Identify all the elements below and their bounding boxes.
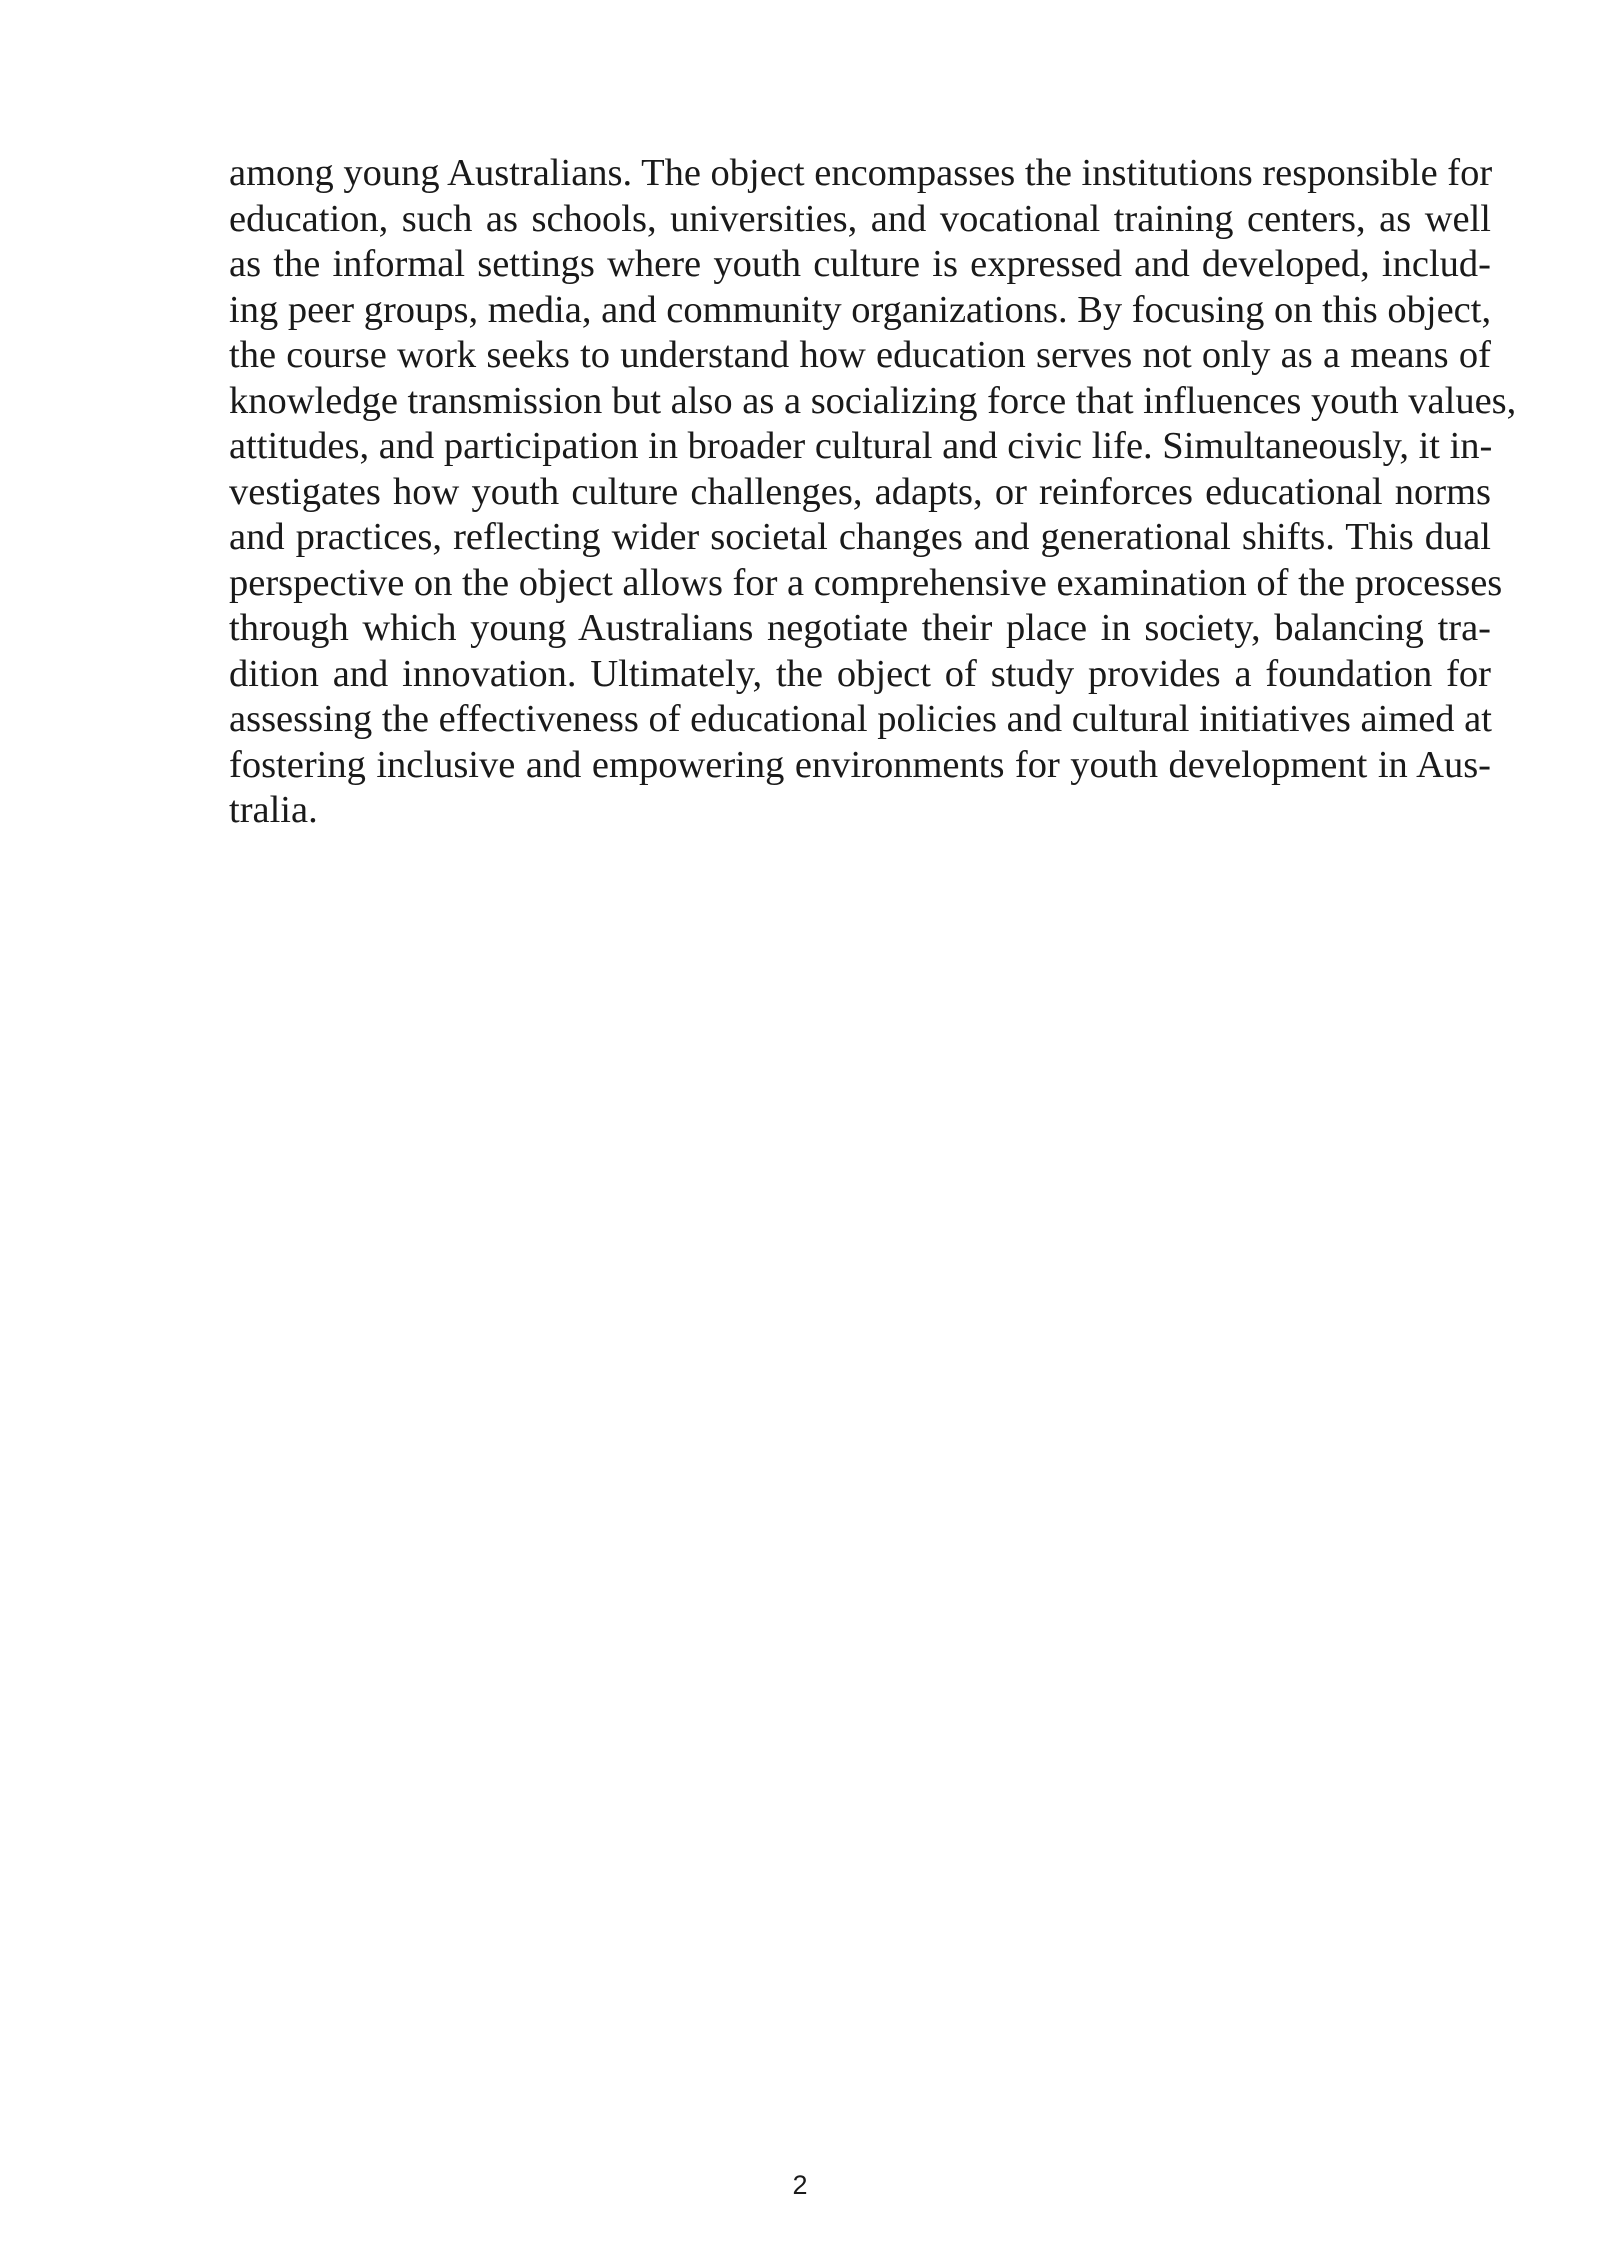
paragraph-line: attitudes, and participation in broader cultural and civic life. Simultaneously, it in-: [229, 425, 1493, 467]
paragraph-line: among young Australians. The object encompasses the institutions responsible for: [229, 152, 1493, 194]
page-number: 2: [792, 2170, 808, 2200]
paragraph-line: and practices, reflecting wider societal changes and generational shifts. This dual: [229, 516, 1491, 558]
paragraph-line: education, such as schools, universities, and vocational training centers, as well: [229, 197, 1491, 240]
paragraph-line: vestigates how youth culture challenges, adapts, or reinforces educational norms: [229, 470, 1491, 513]
paragraph-line: through which young Australians negotiate their place in society, balancing tra-: [229, 607, 1491, 649]
paragraph-line: ing peer groups, media, and community organizations. By focusing on this object,: [229, 288, 1492, 331]
paragraph-line: as the informal settings where youth culture is expressed and developed, includ-: [229, 243, 1491, 285]
paragraph-line: knowledge transmission but also as a socializing force that influences youth values,: [229, 379, 1517, 422]
paragraph-line: perspective on the object allows for a comprehensive examination of the processes: [229, 561, 1503, 604]
paragraph-line: assessing the effectiveness of educational policies and cultural initiatives aimed at: [229, 698, 1492, 740]
paragraph-line: dition and innovation. Ultimately, the object of study provides a foundation for: [229, 652, 1491, 695]
paragraph-line: fostering inclusive and empowering environments for youth development in Aus-: [229, 743, 1491, 786]
body-paragraph: [229, 151, 1517, 834]
paragraph-line: the course work seeks to understand how education serves not only as a means of: [229, 334, 1491, 376]
paragraph-line: tralia.: [229, 789, 318, 831]
